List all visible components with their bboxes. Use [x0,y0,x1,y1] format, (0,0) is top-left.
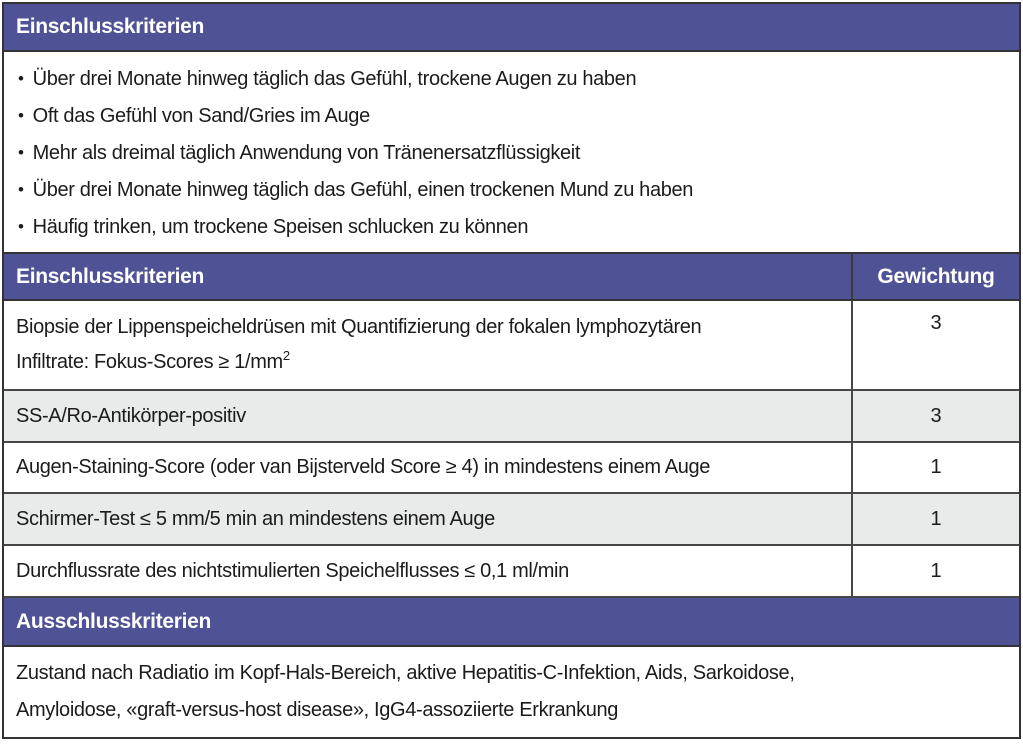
inclusion-header-title: Einschlusskriterien [16,15,205,38]
exclusion-line: Zustand nach Radiatio im Kopf-Hals-Bereich, aktive Hepatitis-C-Infektion, Aids, Sarkoidose, [16,662,795,684]
weight-cell: 1 [930,507,942,530]
superscript: 2 [282,348,290,363]
list-item: • Über drei Monate hinweg täglich das Gefühl, einen trockenen Mund zu haben [18,172,1009,209]
criteria-column-header: Einschlusskriterien [4,254,853,299]
list-item: • Über drei Monate hinweg täglich das Gefühl, trockene Augen zu haben [18,61,1009,98]
table-row [4,301,1019,391]
exclusion-header-band [4,598,1019,647]
table-row [4,443,1019,494]
list-item: • Mehr als dreimal täglich Anwendung von Tränenersatzflüssigkeit [18,135,1009,172]
weight-cell: 1 [930,456,942,478]
criteria-cell: Schirmer-Test ≤ 5 mm/5 min an mindestens einem Auge [4,494,853,544]
criteria-table [2,2,1021,739]
exclusion-text [4,647,1019,737]
criteria-cell: Durchflussrate des nichtstimulierten Speichelflusses ≤ 0,1 ml/min [4,546,853,596]
weight-cell: 3 [930,312,942,334]
criteria-cell: Biopsie der Lippenspeicheldrüsen mit Quantifizierung der fokalen lymphozytären Infiltrate: Fokus-Scores ≥ $1/mm^2$ [4,301,853,389]
list-item: • Oft das Gefühl von Sand/Gries im Auge [18,98,1009,135]
list-item: • Häufig trinken, um trockene Speisen schlucken zu können [18,209,1009,246]
table-column-header [4,254,1019,301]
table-row [4,546,1019,598]
weight-column-header: Gewichtung [877,264,995,288]
criteria-cell: Augen-Staining-Score (oder van Bijsterveld Score ≥ 4) in mindestens einem Auge [4,443,853,492]
weight-cell: 1 [930,559,942,582]
criteria-cell: SS-A/Ro-Antikörper-positiv [4,391,853,441]
weight-cell: 3 [930,404,942,427]
table-row [4,391,1019,443]
exclusion-line: Amyloidose, «graft-versus-host disease», IgG4-assoziierte Erkrankung [16,699,619,721]
table-row [4,494,1019,546]
exclusion-header-title: Ausschlusskriterien [16,609,212,633]
inclusion-header-band [4,4,1019,52]
symptom-bullet-list [4,52,1019,254]
